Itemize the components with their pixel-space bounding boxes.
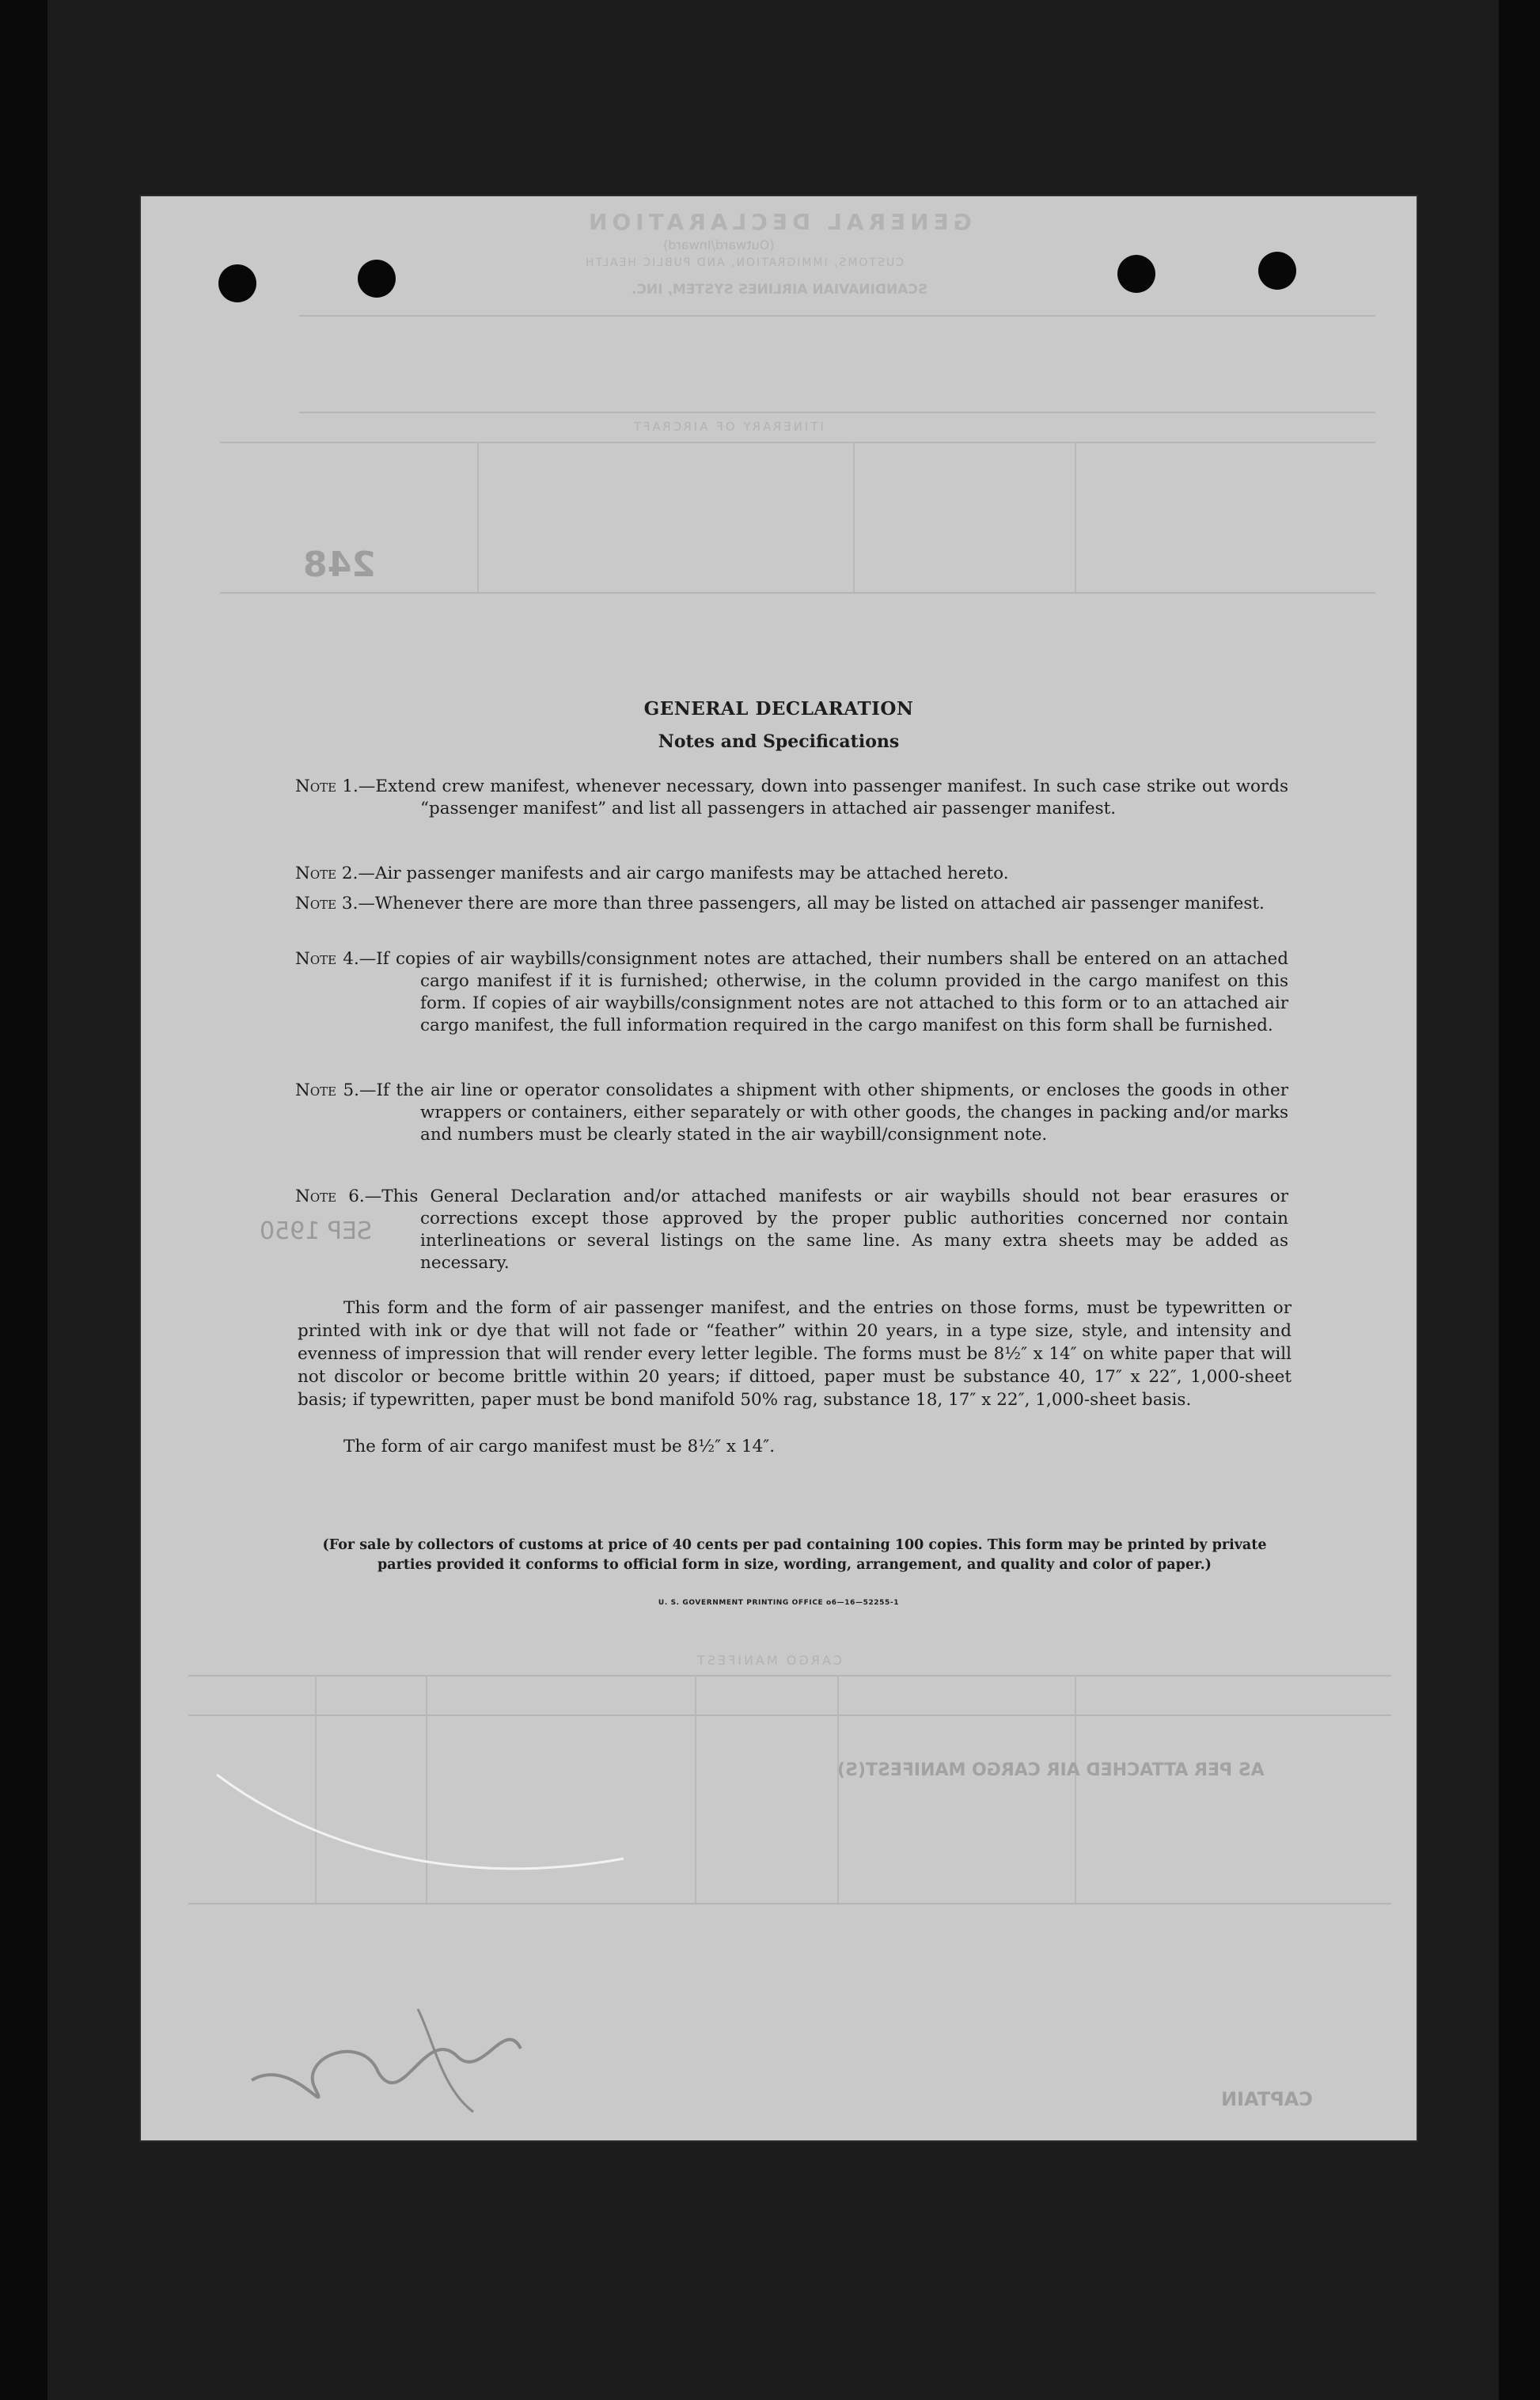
bleed-cargo-stamp: AS PER ATTACHED AIR CARGO MANIFEST(S) <box>837 1760 1265 1780</box>
specifications-paragraph: This form and the form of air passenger manifest, and the entries on those forms, must be typewritten or printed with ink or dye that will not fade or “feather” within 20 years, in a type size, style, and intensity and evenness of impression that will render every letter legible. The forms must be 8½″ x 14″ on white paper that will not discolor or become brittle within 20 years; if dittoed, paper must be substance 40, 17″ x 22″, 1,000-sheet basis; if typewritten, paper must be bond manifold 50% rag, substance 18, 17″ x 22″, 1,000-sheet basis. <box>298 1298 1292 1410</box>
note-2 <box>295 863 1288 885</box>
bleed-through-layer <box>141 196 1417 2140</box>
punch-hole-icon <box>1117 255 1155 293</box>
note-1 <box>295 776 1288 820</box>
cargo-manifest-size-note: The form of air cargo manifest must be 8½″ x 14″. <box>343 1437 776 1456</box>
film-border-left <box>0 0 47 2400</box>
note-label: Note 3. <box>295 894 358 913</box>
note-label: Note 4. <box>295 949 359 969</box>
note-text: —If the air line or operator consolidates a shipment with other shipments, or encloses the goods in other wrappers or containers, either separately or with other goods, the changes in packing and/or marks and numbers must be clearly stated in the air waybill/consignment note. <box>359 1080 1288 1145</box>
note-3 <box>295 893 1288 915</box>
note-text: —Whenever there are more than three passengers, all may be listed on attached air passenger manifest. <box>358 894 1265 913</box>
bleed-itinerary-header: ITINERARY OF AIRCRAFT <box>632 420 824 434</box>
document-sheet <box>141 196 1417 2140</box>
paper-curl-mark-icon <box>212 1772 655 1898</box>
page-title: GENERAL DECLARATION <box>643 698 914 720</box>
note-label: Note 2. <box>295 864 358 883</box>
bleed-agency: CUSTOMS, IMMIGRATION, AND PUBLIC HEALTH <box>584 256 904 269</box>
note-6 <box>295 1186 1288 1274</box>
film-border-right <box>1499 0 1540 2400</box>
note-label: Note 1. <box>295 777 358 796</box>
bleed-page-number: 248 <box>303 545 376 585</box>
note-text: —If copies of air waybills/consignment notes are attached, their numbers shall be entered on an attached cargo manifest if it is furnished; otherwise, in the column provided in the cargo manifest on this form. If copies of air waybills/consignment notes are not attached to this form or to an attached air cargo manifest, the full information required in the cargo manifest on this form shall be furnished. <box>358 949 1288 1035</box>
punch-hole-icon <box>1258 252 1296 290</box>
note-5 <box>295 1080 1288 1146</box>
bleed-header: GENERAL DECLARATION <box>584 209 972 235</box>
note-label: Note 6. <box>295 1187 365 1206</box>
bleed-operator: SCANDINAVIAN AIRLINES SYSTEM, INC. <box>632 282 928 298</box>
bleed-date-stamp: SEP 1950 <box>260 1217 372 1245</box>
sale-notice: (For sale by collectors of customs at price of 40 cents per pad containing 100 copies. This form may be printed by private parties provided it conforms to official form in size, wording, arrangement, and quality and color of paper.) <box>322 1537 1267 1573</box>
punch-hole-icon <box>358 260 396 298</box>
note-4 <box>295 948 1288 1037</box>
punch-hole-icon <box>218 264 256 302</box>
bleed-captain: CAPTAIN <box>1221 2088 1313 2110</box>
page-subtitle: Notes and Specifications <box>658 731 900 752</box>
note-label: Note 5. <box>295 1080 359 1100</box>
note-text: —Air passenger manifests and air cargo manifests may be attached hereto. <box>358 864 1009 883</box>
printer-line: U. S. GOVERNMENT PRINTING OFFICE o6—16—52255-1 <box>658 1599 900 1607</box>
bleed-header-sub: (Outward/Inward) <box>663 237 775 253</box>
note-text: —This General Declaration and/or attached manifests or air waybills should not bear erasures or corrections except those approved by the proper public authorities concerned nor contain interlineations or several listings on the same line. As many extra sheets may be added as necessary. <box>364 1187 1288 1273</box>
signature-bleed-icon <box>220 1961 616 2136</box>
note-text: —Extend crew manifest, whenever necessary, down into passenger manifest. In such case strike out words “passenger manifest” and list all passengers in attached air passenger manifest. <box>358 777 1288 818</box>
bleed-cargo-header: CARGO MANIFEST <box>695 1653 842 1668</box>
